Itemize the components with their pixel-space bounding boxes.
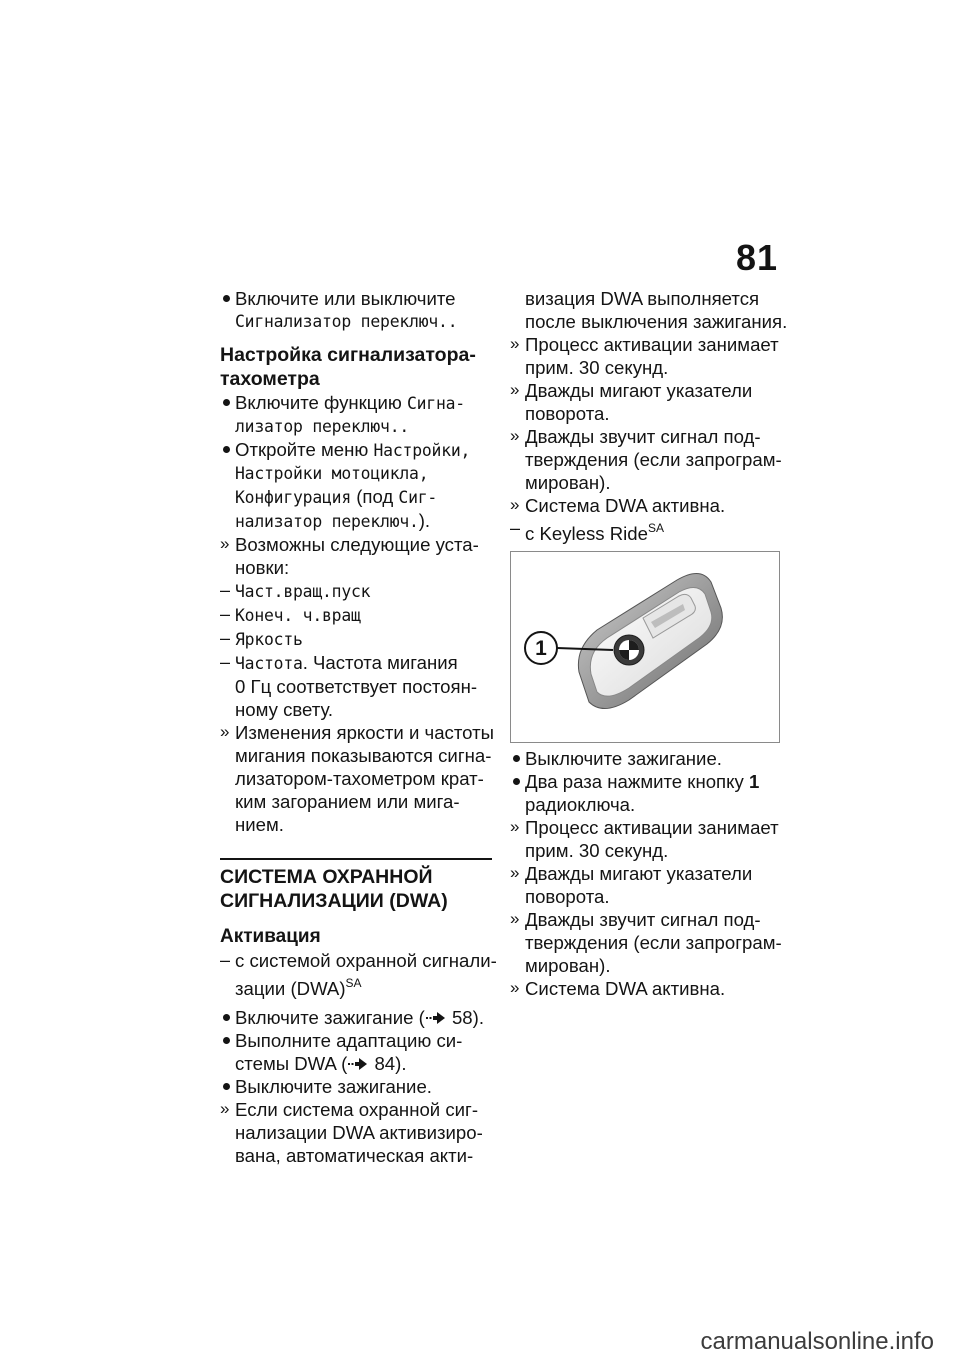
result-arrow-icon: » — [220, 1099, 230, 1118]
result-item-cont: новки: — [235, 557, 290, 578]
bullet-item: Выключите зажигание. — [510, 747, 785, 770]
result-arrow-icon: » — [220, 534, 230, 553]
result-item: » Дважды мигают указатели — [510, 863, 753, 884]
result-item: » Система DWA активна. — [510, 978, 726, 999]
bullet-item: Откройте меню Настройки, — [220, 438, 492, 462]
result-item-cont: ким загоранием или мига- — [235, 791, 460, 812]
result-item: » Возможны следующие уста- — [220, 534, 479, 555]
menu-item-text: Сигнализатор переключ.. — [235, 312, 458, 331]
result-item-cont: мирован). — [525, 955, 611, 976]
result-arrow-icon: » — [510, 380, 520, 399]
page-reference-arrow-icon — [347, 1057, 369, 1071]
option-item-cont: зации (DWA)$^{SA}$ — [235, 976, 362, 999]
bullet-item: Включите функцию Сигна- — [220, 391, 492, 415]
dash-icon: – — [220, 652, 231, 672]
result-item-cont: поворота. — [525, 403, 610, 424]
page-number: 81 — [735, 237, 778, 278]
dash-icon: – — [220, 950, 231, 970]
left-column — [220, 287, 497, 1167]
bullet-item: Включите зажигание ( 58). — [220, 1006, 492, 1029]
result-item-cont: тверждения (если запрограм- — [525, 932, 782, 953]
bullet-item: Включите или выключите — [220, 287, 492, 310]
option-item: – Яркость — [220, 628, 303, 649]
result-item-cont: тверждения (если запрограм- — [525, 449, 782, 470]
bullet-item-cont: стемы DWA ( 84). — [235, 1053, 407, 1074]
result-arrow-icon: » — [510, 334, 520, 353]
sa-badge: SA — [647, 521, 664, 535]
right-column — [510, 287, 788, 1000]
section-title: СИСТЕМА ОХРАННОЙ — [220, 866, 433, 888]
result-item: » Дважды звучит сигнал под- — [510, 909, 761, 930]
option-item: – с Keyless Ride$^{SA}$ — [510, 518, 664, 544]
option-item-cont: 0 Гц соответствует постоян- — [235, 676, 478, 697]
option-item: – с системой охранной сигнали- — [220, 950, 497, 971]
bullet-item: Выключите зажигание. — [220, 1075, 492, 1098]
radio-key-illustration — [511, 552, 779, 742]
heading-settings: Настройка сигнализатора- — [220, 344, 476, 366]
result-item: » Процесс активации занимает — [510, 817, 779, 838]
result-arrow-icon: » — [510, 978, 520, 997]
dash-icon: – — [220, 628, 231, 648]
result-arrow-icon: » — [510, 817, 520, 836]
option-item: – Частота. Частота мигания — [220, 652, 458, 673]
dash-icon: – — [220, 580, 231, 600]
bullet-item: Выполните адаптацию си- — [220, 1029, 492, 1052]
result-arrow-icon: » — [510, 909, 520, 928]
option-item: – Част.вращ.пуск — [220, 580, 371, 601]
result-item-cont: визация DWA выполняется — [525, 288, 760, 309]
option-item-cont: ному свету. — [235, 699, 334, 720]
result-item-cont: мигания показываются сигна- — [235, 745, 492, 766]
heading-settings-cont: тахометра — [220, 368, 320, 390]
option-item: – Конеч. ч.вращ — [220, 604, 361, 625]
bullet-item: Два раза нажмите кнопку 1 — [510, 770, 785, 793]
result-item-cont: прим. 30 секунд. — [525, 840, 669, 861]
result-item-cont: после выключения зажигания. — [525, 311, 788, 332]
result-item: » Система DWA активна. — [510, 495, 726, 516]
dash-icon: – — [510, 518, 521, 538]
dash-icon: – — [220, 604, 231, 624]
result-item: » Дважды мигают указатели — [510, 380, 753, 401]
result-arrow-icon: » — [220, 722, 230, 741]
menu-path-line: Конфигурация (под Сиг- — [235, 486, 438, 507]
menu-item-text: Настройки мотоцикла, — [235, 464, 429, 483]
page-reference-arrow-icon — [425, 1011, 447, 1025]
figure-callout-1: 1 — [535, 637, 547, 660]
section-title-cont: СИГНАЛИЗАЦИИ (DWA) — [220, 890, 448, 912]
key-fob-figure — [510, 551, 780, 743]
result-item: » Изменения яркости и частоты — [220, 722, 494, 743]
menu-item-text: лизатор переключ.. — [235, 417, 410, 436]
result-item-cont: нализации DWA активизиро- — [235, 1122, 483, 1143]
result-item: » Если система охранной сиг- — [220, 1099, 479, 1120]
result-item: » Дважды звучит сигнал под- — [510, 426, 761, 447]
result-item-cont: вана, автоматическая акти- — [235, 1145, 474, 1166]
result-item-cont: лизатором-тахометром крат- — [235, 768, 484, 789]
section-divider — [220, 858, 492, 913]
result-item-cont: нием. — [235, 814, 284, 835]
sub-heading-activation: Активация — [220, 926, 321, 947]
result-arrow-icon: » — [510, 426, 520, 445]
watermark: carmanualsonline.info — [700, 1328, 934, 1355]
result-arrow-icon: » — [510, 495, 520, 514]
result-item-cont: поворота. — [525, 886, 610, 907]
result-item: » Процесс активации занимает — [510, 334, 779, 355]
sa-badge: SA — [345, 976, 362, 990]
result-item-cont: прим. 30 секунд. — [525, 357, 669, 378]
result-arrow-icon: » — [510, 863, 520, 882]
result-item-cont: мирован). — [525, 472, 611, 493]
bullet-item-cont: радиоключа. — [525, 794, 636, 815]
menu-path-line: нализатор переключ.). — [235, 510, 431, 531]
